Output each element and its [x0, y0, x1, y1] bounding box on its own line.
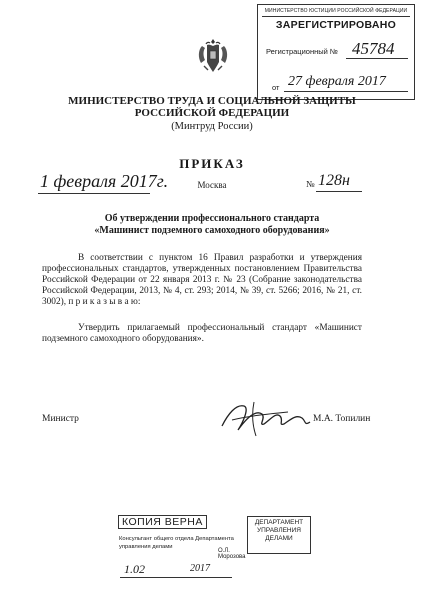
ministry-name-line2: РОССИЙСКОЙ ФЕДЕРАЦИИ	[134, 107, 290, 119]
stamp-divider	[262, 16, 410, 17]
copy-stamp-title: КОПИЯ ВЕРНА	[118, 515, 207, 529]
copy-stamp-year: 2017	[190, 563, 210, 574]
department-stamp-line3: ДЕЛАМИ	[265, 535, 293, 542]
order-subject-line2: «Машинист подземного самоходного оборудования»	[94, 225, 330, 236]
signer-name: М.А. Топилин	[313, 414, 371, 424]
ministry-name	[0, 95, 424, 119]
body-paragraph-2-text: Утвердить прилагаемый профессиональный стандарт «Машинист подземного самоходного оборудования».	[42, 323, 362, 345]
order-subject	[0, 213, 424, 237]
coat-of-arms-emblem-icon	[196, 36, 230, 76]
body-paragraph-2	[42, 323, 362, 345]
order-city: Москва	[197, 180, 227, 190]
order-date: 1 февраля 2017г.	[40, 171, 169, 191]
copy-stamp-date-underline	[120, 577, 232, 578]
copy-certified-stamp	[118, 515, 246, 587]
ministry-name-line1: МИНИСТЕРСТВО ТРУДА И СОЦИАЛЬНОЙ ЗАЩИТЫ	[68, 95, 356, 107]
handwritten-signature-icon	[218, 396, 314, 440]
order-date-underline	[38, 193, 150, 194]
registration-number-underline	[346, 58, 408, 59]
registration-status: ЗАРЕГИСТРИРОВАНО	[275, 19, 397, 31]
ministry-short-name: (Минтруд России)	[171, 121, 253, 132]
registration-date-label: от	[272, 83, 280, 92]
body-paragraph-1-text: В соответствии с пунктом 16 Правил разработки и утверждения профессиональных стандартов, утвержденных постановлением Правительства Российской Федерации от 22 января 2013 г. № 23 (Собрание законодательства Российской Федерации, 2013, № 4, ст. 293; 2014, № 39, ст. 5266; 2016, № 21, ст. 3002), п р и к а з ы в а ю:	[42, 253, 362, 308]
registration-date-underline	[284, 91, 408, 92]
registration-number-label: Регистрационный №	[266, 47, 338, 56]
order-number-label: №	[306, 179, 315, 189]
department-stamp-line2: УПРАВЛЕНИЯ	[257, 527, 301, 534]
department-stamp-line1: ДЕПАРТАМЕНТ	[254, 519, 304, 526]
copy-stamp-date: 1.02	[124, 562, 145, 576]
order-number-underline	[316, 191, 362, 192]
registration-date: 27 февраля 2017	[288, 74, 386, 89]
order-number: 128н	[318, 172, 350, 189]
order-title: ПРИКАЗ	[179, 156, 245, 171]
copy-stamp-signer: О.Л. Морозова	[218, 548, 246, 560]
registration-stamp	[257, 4, 415, 100]
registration-number: 45784	[352, 39, 395, 58]
department-stamp	[247, 516, 311, 554]
order-subject-line1: Об утверждении профессионального стандарта	[104, 213, 320, 224]
registration-stamp-ministry: МИНИСТЕРСТВО ЮСТИЦИИ РОССИЙСКОЙ ФЕДЕРАЦИИ	[264, 8, 408, 14]
copy-stamp-consultant-line1: Консультант общего отдела Департамента	[119, 536, 234, 542]
signer-role: Министр	[42, 414, 79, 424]
body-paragraph-1	[42, 253, 362, 308]
copy-stamp-consultant-line2: управления делами	[119, 544, 173, 550]
